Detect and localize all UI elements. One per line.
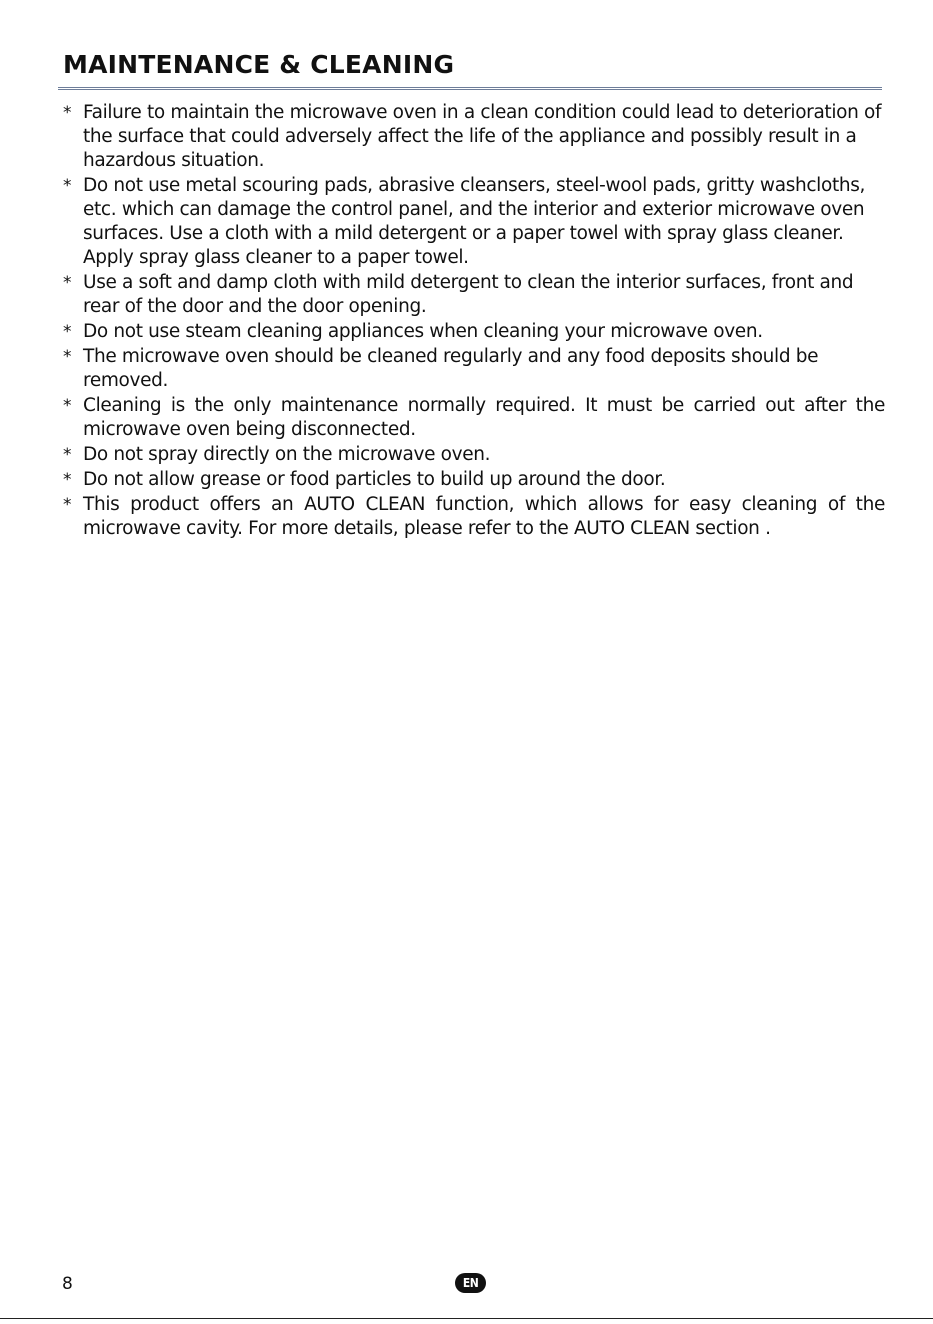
- list-item-text: Failure to maintain the microwave oven in a clean condition could lead to deterioration of the surface that could adversely affect the life of the appliance and possibly result in a hazardous situation.: [83, 102, 882, 171]
- bottom-divider: [0, 1318, 933, 1319]
- bullet-marker: *: [63, 322, 72, 342]
- list-item: [63, 320, 885, 344]
- bullet-marker: *: [63, 445, 72, 465]
- maintenance-list: [63, 101, 885, 542]
- list-item: [63, 345, 885, 393]
- page-number: 8: [62, 1274, 73, 1294]
- list-item: [63, 493, 885, 541]
- bullet-marker: *: [63, 396, 72, 416]
- bullet-marker: *: [63, 103, 72, 123]
- list-item-text: The microwave oven should be cleaned regularly and any food deposits should be removed.: [83, 346, 819, 391]
- title-divider: [58, 87, 882, 90]
- bullet-marker: *: [63, 176, 72, 196]
- list-item-text: Do not spray directly on the microwave oven.: [83, 444, 491, 465]
- list-item-text: Do not use metal scouring pads, abrasive cleansers, steel-wool pads, gritty washcloths, etc. which can damage the control panel, and the interior and exterior microwave oven surfaces. Use a cloth with a mild detergent or a paper towel with spray glass cleaner. Apply spray glass cleaner to a paper towel.: [83, 175, 866, 268]
- list-item: [63, 443, 885, 467]
- list-item: [63, 394, 885, 442]
- list-item: [63, 174, 885, 270]
- list-item-text: Do not allow grease or food particles to build up around the door.: [83, 469, 666, 490]
- language-code: EN: [462, 1276, 479, 1290]
- language-badge: [455, 1273, 486, 1293]
- list-item: [63, 101, 885, 173]
- bullet-marker: *: [63, 470, 72, 490]
- list-item-text: Cleaning is the only maintenance normally required. It must be carried out after the microwave oven being disconnected.: [83, 395, 885, 440]
- list-item-text: Use a soft and damp cloth with mild detergent to clean the interior surfaces, front and rear of the door and the door opening.: [83, 272, 854, 317]
- bullet-marker: *: [63, 347, 72, 367]
- list-item-text: This product offers an AUTO CLEAN function, which allows for easy cleaning of the microwave cavity. For more details, please refer to the AUTO CLEAN section .: [83, 494, 885, 539]
- bullet-marker: *: [63, 273, 72, 293]
- list-item: [63, 468, 885, 492]
- list-item-text: Do not use steam cleaning appliances when cleaning your microwave oven.: [83, 321, 763, 342]
- bullet-marker: *: [63, 495, 72, 515]
- list-item: [63, 271, 885, 319]
- page-title: MAINTENANCE & CLEANING: [63, 50, 455, 79]
